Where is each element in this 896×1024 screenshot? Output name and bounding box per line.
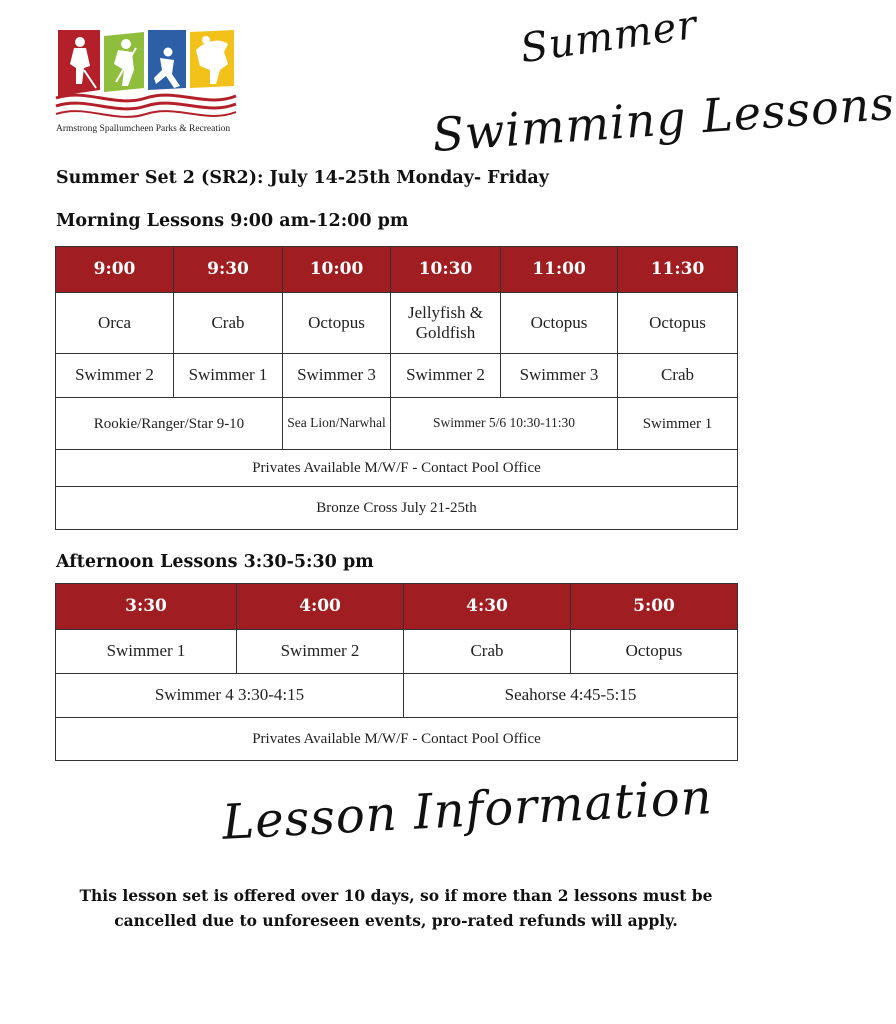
afternoon-schedule-table bbox=[55, 583, 738, 761]
time-header: 4:30 bbox=[404, 584, 571, 630]
lesson-cell: Swimmer 2 bbox=[56, 354, 174, 398]
logo-caption: Armstrong Spallumcheen Parks & Recreation bbox=[56, 124, 231, 134]
refund-notice: This lesson set is offered over 10 days, so if more than 2 lessons must be cancelled due to unforeseen events, pro-rated refunds will apply. bbox=[79, 886, 713, 930]
time-header: 10:00 bbox=[283, 247, 391, 293]
set-heading: Summer Set 2 (SR2): July 14-25th Monday- Friday bbox=[56, 168, 549, 188]
table-row bbox=[56, 398, 738, 450]
lesson-cell: Crab bbox=[404, 630, 571, 674]
table-row bbox=[56, 674, 738, 718]
lesson-cell: Octopus bbox=[501, 293, 618, 354]
time-header: 9:30 bbox=[174, 247, 283, 293]
lesson-cell: Swimmer 1 bbox=[618, 398, 738, 450]
lesson-cell: Swimmer 2 bbox=[237, 630, 404, 674]
lesson-cell: Swimmer 4 3:30-4:15 bbox=[56, 674, 404, 718]
lesson-cell: Crab bbox=[174, 293, 283, 354]
table-row bbox=[56, 487, 738, 530]
title-summer: Summer bbox=[517, 1, 701, 73]
time-header: 11:30 bbox=[618, 247, 738, 293]
privates-notice: Privates Available M/W/F - Contact Pool Office bbox=[56, 718, 738, 761]
parks-recreation-logo bbox=[56, 30, 236, 140]
lesson-cell: Jellyfish & Goldfish bbox=[391, 293, 501, 354]
lesson-cell: Swimmer 1 bbox=[174, 354, 283, 398]
time-header: 10:30 bbox=[391, 247, 501, 293]
privates-notice: Privates Available M/W/F - Contact Pool Office bbox=[56, 450, 738, 487]
time-header: 3:30 bbox=[56, 584, 237, 630]
afternoon-heading: Afternoon Lessons 3:30-5:30 pm bbox=[56, 552, 374, 572]
lesson-cell: Swimmer 5/6 10:30-11:30 bbox=[391, 398, 618, 450]
lesson-cell: Swimmer 1 bbox=[56, 630, 237, 674]
lesson-cell: Swimmer 2 bbox=[391, 354, 501, 398]
lesson-cell: Swimmer 3 bbox=[501, 354, 618, 398]
lesson-cell: Octopus bbox=[283, 293, 391, 354]
title-swimming-lessons: Swimming Lessons bbox=[430, 75, 896, 163]
bronze-cross-notice: Bronze Cross July 21-25th bbox=[56, 487, 738, 530]
lesson-cell: Rookie/Ranger/Star 9-10 bbox=[56, 398, 283, 450]
lesson-cell: Octopus bbox=[571, 630, 738, 674]
table-row bbox=[56, 450, 738, 487]
lesson-cell: Swimmer 3 bbox=[283, 354, 391, 398]
time-header: 4:00 bbox=[237, 584, 404, 630]
lesson-cell: Sea Lion/Narwhal bbox=[283, 398, 391, 450]
table-row bbox=[56, 354, 738, 398]
table-row bbox=[56, 718, 738, 761]
logo-graphic bbox=[56, 30, 236, 120]
lesson-cell: Seahorse 4:45-5:15 bbox=[404, 674, 738, 718]
lesson-cell: Crab bbox=[618, 354, 738, 398]
afternoon-time-header-row bbox=[56, 584, 738, 630]
table-row bbox=[56, 293, 738, 354]
lesson-cell: Orca bbox=[56, 293, 174, 354]
time-header: 11:00 bbox=[501, 247, 618, 293]
time-header: 5:00 bbox=[571, 584, 738, 630]
lesson-information-heading: Lesson Information bbox=[220, 769, 714, 851]
morning-schedule-table bbox=[55, 246, 738, 530]
time-header: 9:00 bbox=[56, 247, 174, 293]
lesson-cell: Octopus bbox=[618, 293, 738, 354]
morning-heading: Morning Lessons 9:00 am-12:00 pm bbox=[56, 211, 409, 231]
morning-time-header-row bbox=[56, 247, 738, 293]
table-row bbox=[56, 630, 738, 674]
